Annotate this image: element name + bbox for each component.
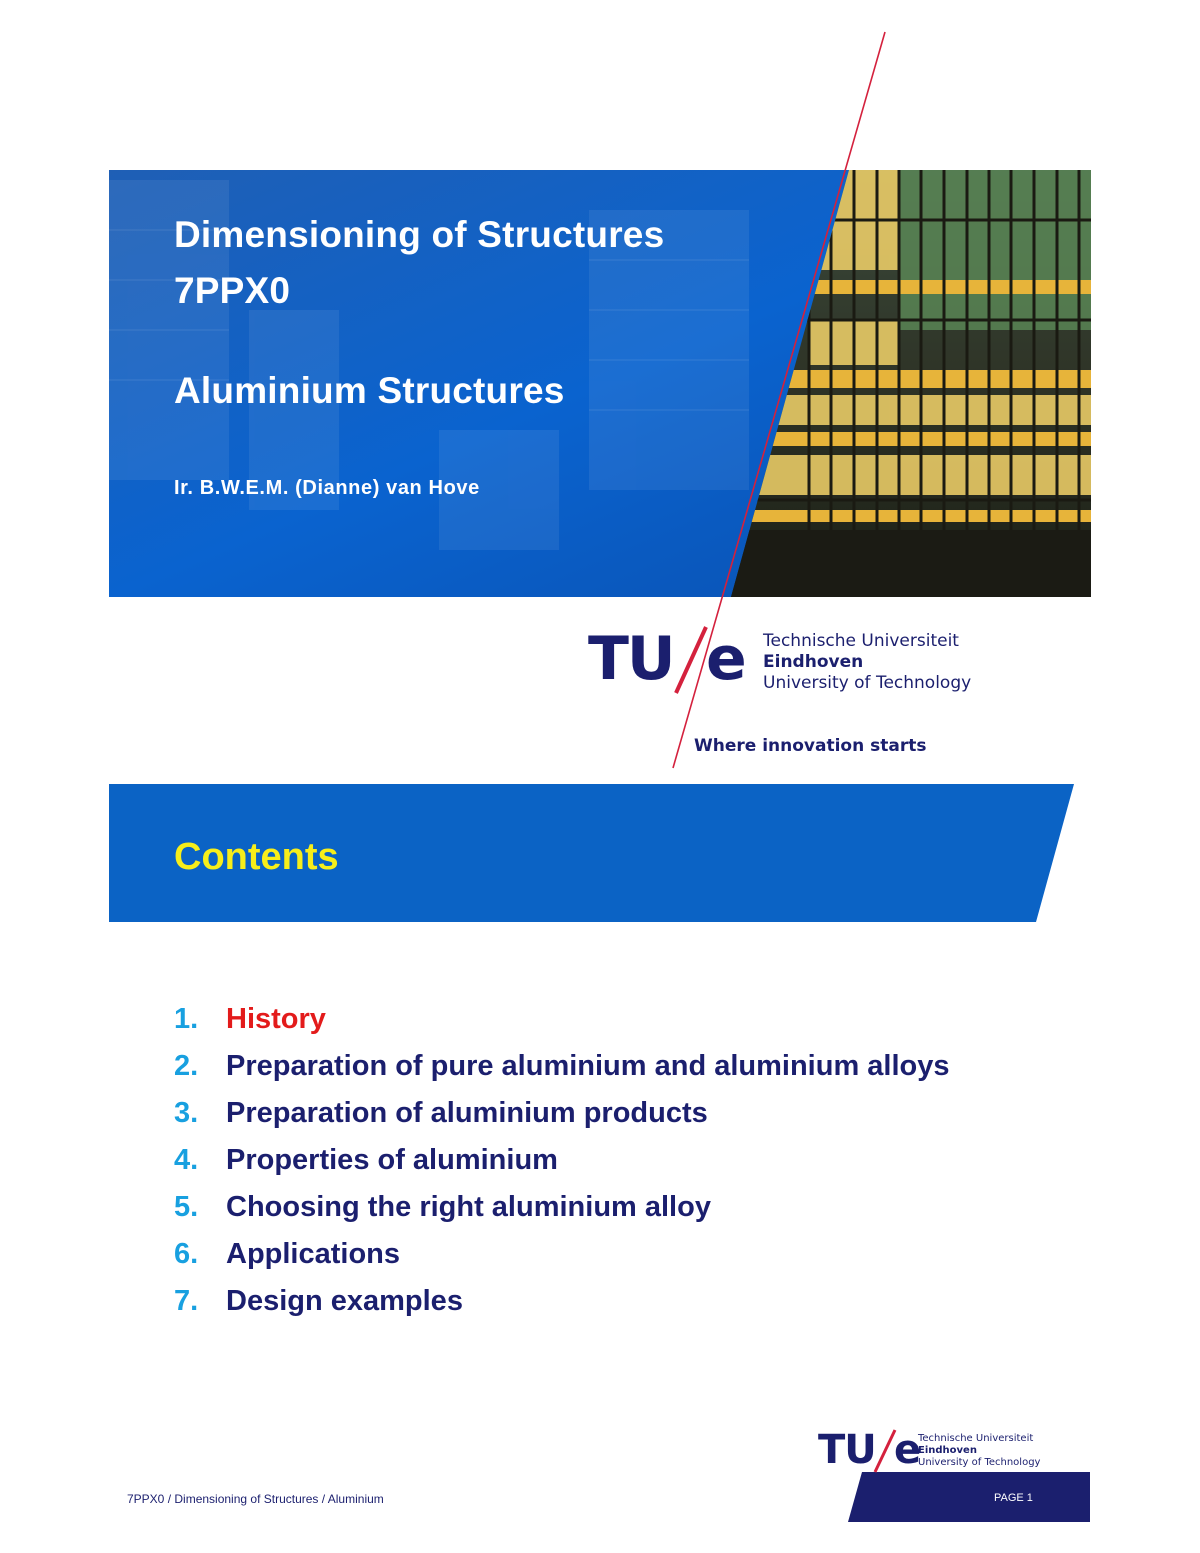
logo-e: e: [706, 624, 745, 694]
footer-logo-line1: Technische Universiteit: [918, 1433, 1034, 1444]
contents-list: [174, 1000, 974, 1329]
slogan: Where innovation starts: [694, 736, 927, 756]
footer-tue-logo: [818, 1428, 1058, 1474]
toc-item-2: [174, 1047, 974, 1086]
toc-number: 3.: [174, 1097, 199, 1129]
page-number: PAGE 1: [994, 1492, 1033, 1504]
toc-label: Preparation of aluminium products: [226, 1097, 708, 1129]
toc-item-3: [174, 1094, 974, 1133]
toc-item-7: [174, 1282, 974, 1321]
contents-heading: Contents: [174, 836, 339, 878]
footer-logo-tu: TU: [818, 1427, 876, 1473]
toc-label: Applications: [226, 1238, 401, 1270]
logo-line3: University of Technology: [763, 673, 972, 693]
toc-item-1: [174, 1000, 974, 1039]
toc-item-6: [174, 1235, 974, 1274]
subject-title: Aluminium Structures: [174, 370, 565, 411]
course-code: 7PPX0: [174, 270, 291, 311]
course-title: Dimensioning of Structures: [174, 214, 665, 255]
logo-tu: TU: [588, 624, 674, 694]
toc-item-5: [174, 1188, 974, 1227]
logo-line1: Technische Universiteit: [763, 631, 959, 651]
toc-number: 2.: [174, 1050, 199, 1082]
toc-item-4: [174, 1141, 974, 1180]
footer-logo-line3: University of Technology: [918, 1457, 1041, 1468]
footer-course-path: 7PPX0 / Dimensioning of Structures / Aluminium: [127, 1492, 384, 1506]
toc-label: Preparation of pure aluminium and aluminium alloys: [226, 1050, 950, 1082]
toc-number: 7.: [174, 1285, 199, 1317]
footer-logo-e: e: [894, 1427, 921, 1473]
toc-label: History: [226, 1003, 326, 1035]
toc-number: 1.: [174, 1003, 199, 1035]
logo-line2: Eindhoven: [763, 652, 864, 672]
toc-label: Choosing the right aluminium alloy: [226, 1191, 711, 1223]
footer-logo-line2: Eindhoven: [918, 1445, 977, 1456]
toc-number: 4.: [174, 1144, 199, 1176]
toc-number: 6.: [174, 1238, 199, 1270]
toc-label: Design examples: [226, 1285, 463, 1317]
author-name: Ir. B.W.E.M. (Dianne) van Hove: [174, 477, 480, 499]
toc-number: 5.: [174, 1191, 199, 1223]
toc-label: Properties of aluminium: [226, 1144, 558, 1176]
